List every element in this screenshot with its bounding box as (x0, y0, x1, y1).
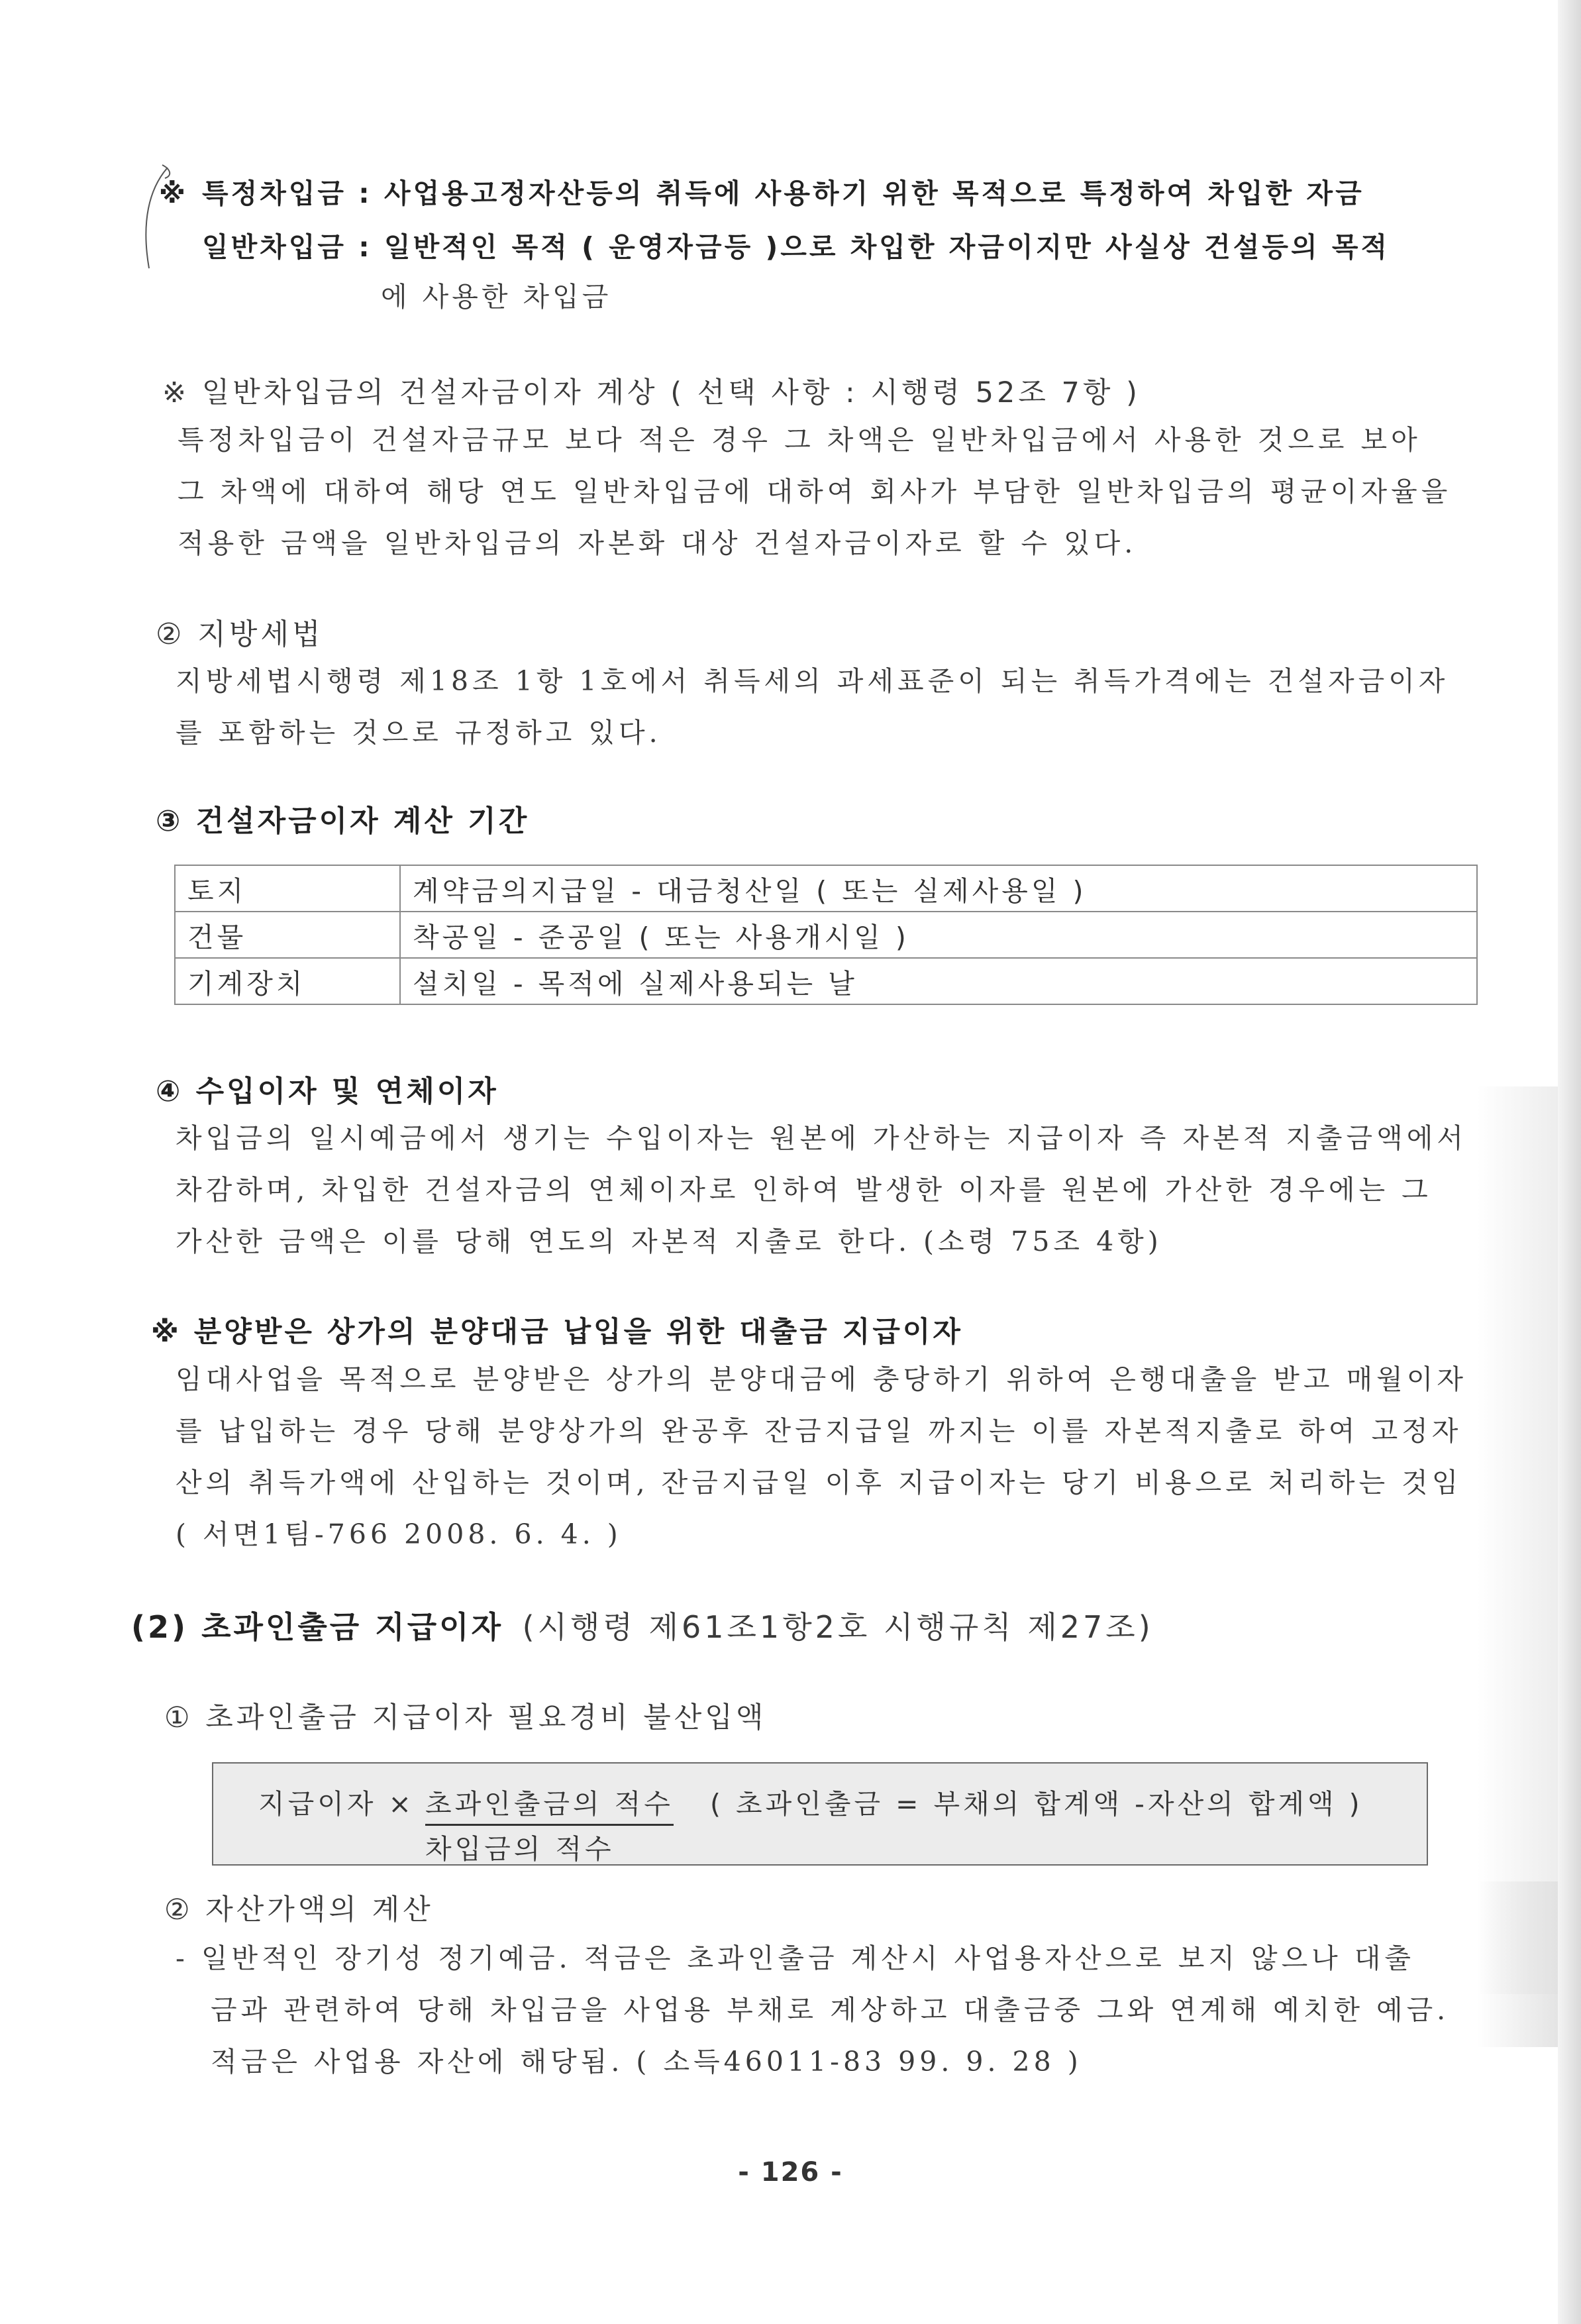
table-cell-key: 기계장치 (175, 958, 400, 1004)
table-row (175, 958, 1477, 1004)
paragraph-line: 특정차입금이 건설자금규모 보다 적은 경우 그 차액은 일반차입금에서 사용한 것으로 보아 (178, 424, 1421, 456)
paragraph-line: 적금은 사업용 자산에 해당됨. ( 소득46011-83 99. 9. 28 ) (211, 2046, 1082, 2078)
section-title-period: ③ 건설자금이자 계산 기간 (156, 804, 530, 838)
formula-prefix: 지급이자 × (258, 1788, 415, 1820)
note-presale-loan-title: ※ 분양받은 상가의 분양대금 납입을 위한 대출금 지급이자 (151, 1316, 963, 1349)
paragraph-line: 차감하며, 차입한 건설자금의 연체이자로 인하여 발생한 이자를 원본에 가산한 경우에는 그 (176, 1174, 1432, 1206)
table-cell-value: 설치일 - 목적에 실제사용되는 날 (400, 958, 1477, 1004)
table-row (175, 912, 1477, 958)
period-table (174, 865, 1478, 1005)
paragraph-line: 금과 관련하여 당해 차입금을 사업용 부채로 계상하고 대출금중 그와 연계해 예치한 예금. (211, 1994, 1450, 2026)
table-cell-key: 건물 (175, 912, 400, 958)
paragraph-line: 그 차액에 대하여 해당 연도 일반차입금에 대하여 회사가 부담한 일반차입금의 평균이자율을 (178, 476, 1452, 507)
part-title-excess-withdrawal: (2) 초과인출금 지급이자 (131, 1609, 504, 1645)
subsection-title-asset-value: ② 자산가액의 계산 (164, 1893, 434, 1927)
note-general-loan-capitalization-title: ※ 일반차입금의 건설자금이자 계상 ( 선택 사항 : 시행령 52조 7항 ) (162, 376, 1141, 409)
paragraph-line: 지방세법시행령 제18조 1항 1호에서 취득세의 과세표준이 되는 취득가격에는 건설자금이자 (176, 665, 1449, 697)
scan-edge-shadow (1477, 1881, 1558, 2047)
paragraph-line: 를 포함하는 것으로 규정하고 있다. (176, 717, 662, 749)
table-cell-key: 토지 (175, 865, 400, 912)
section-title-interest: ④ 수입이자 및 연체이자 (156, 1075, 499, 1108)
paragraph-line: 를 납입하는 경우 당해 분양상가의 완공후 잔금지급일 까지는 이를 자본적지출로 하여 고정자 (176, 1415, 1462, 1447)
part-reference: (시행령 제61조1항2호 시행규칙 제27조) (522, 1609, 1154, 1645)
table-row (175, 865, 1477, 912)
subsection-title-nondeductible: ① 초과인출금 지급이자 필요경비 불산입액 (164, 1701, 767, 1734)
paragraph-line: 임대사업을 목적으로 분양받은 상가의 분양대금에 충당하기 위하여 은행대출을 받고 매월이자 (176, 1363, 1467, 1395)
table-cell-value: 계약금의지급일 - 대금청산일 ( 또는 실제사용일 ) (400, 865, 1477, 912)
page-number: - 126 - (738, 2157, 843, 2188)
paragraph-line: - 일반적인 장기성 정기예금. 적금은 초과인출금 계산시 사업용자산으로 보지 않으나 대출 (176, 1942, 1415, 1974)
paragraph-line: 산의 취득가액에 산입하는 것이며, 잔금지급일 이후 지급이자는 당기 비용으로 처리하는 것임 (176, 1467, 1462, 1499)
paragraph-line: 가산한 금액은 이를 당해 연도의 자본적 지출로 한다. (소령 75조 4항) (176, 1226, 1162, 1257)
paragraph-line: 차입금의 일시예금에서 생기는 수입이자는 원본에 가산하는 지급이자 즉 자본적 지출금액에서 (176, 1122, 1467, 1154)
formula-note: ( 초과인출금 = 부채의 합계액 -자산의 합계액 ) (710, 1788, 1363, 1820)
note-mark: ※ (159, 178, 188, 209)
scan-edge-shadow (1558, 0, 1581, 2324)
table-cell-value: 착공일 - 준공일 ( 또는 사용개시일 ) (400, 912, 1477, 958)
definition-specific-loan: 특정차입금 : 사업용고정자산등의 취득에 사용하기 위한 목적으로 특정하여 차입한 자금 (202, 178, 1364, 209)
formula-denominator: 차입금의 적수 (425, 1833, 615, 1865)
formula-numerator: 초과인출금의 적수 (425, 1788, 674, 1826)
definition-general-loan-cont: 에 사용한 차입금 (381, 281, 612, 313)
paragraph-citation: ( 서면1팀-766 2008. 6. 4. ) (176, 1518, 622, 1550)
formula-box (212, 1762, 1428, 1866)
section-title-local-tax: ② 지방세법 (156, 617, 324, 651)
paragraph-line: 적용한 금액을 일반차입금의 자본화 대상 건설자금이자로 할 수 있다. (178, 527, 1137, 559)
scan-edge-shadow (1477, 1086, 1558, 1994)
definition-general-loan: 일반차입금 : 일반적인 목적 ( 운영자금등 )으로 차입한 자금이지만 사실상 건설등의 목적 (202, 231, 1390, 263)
